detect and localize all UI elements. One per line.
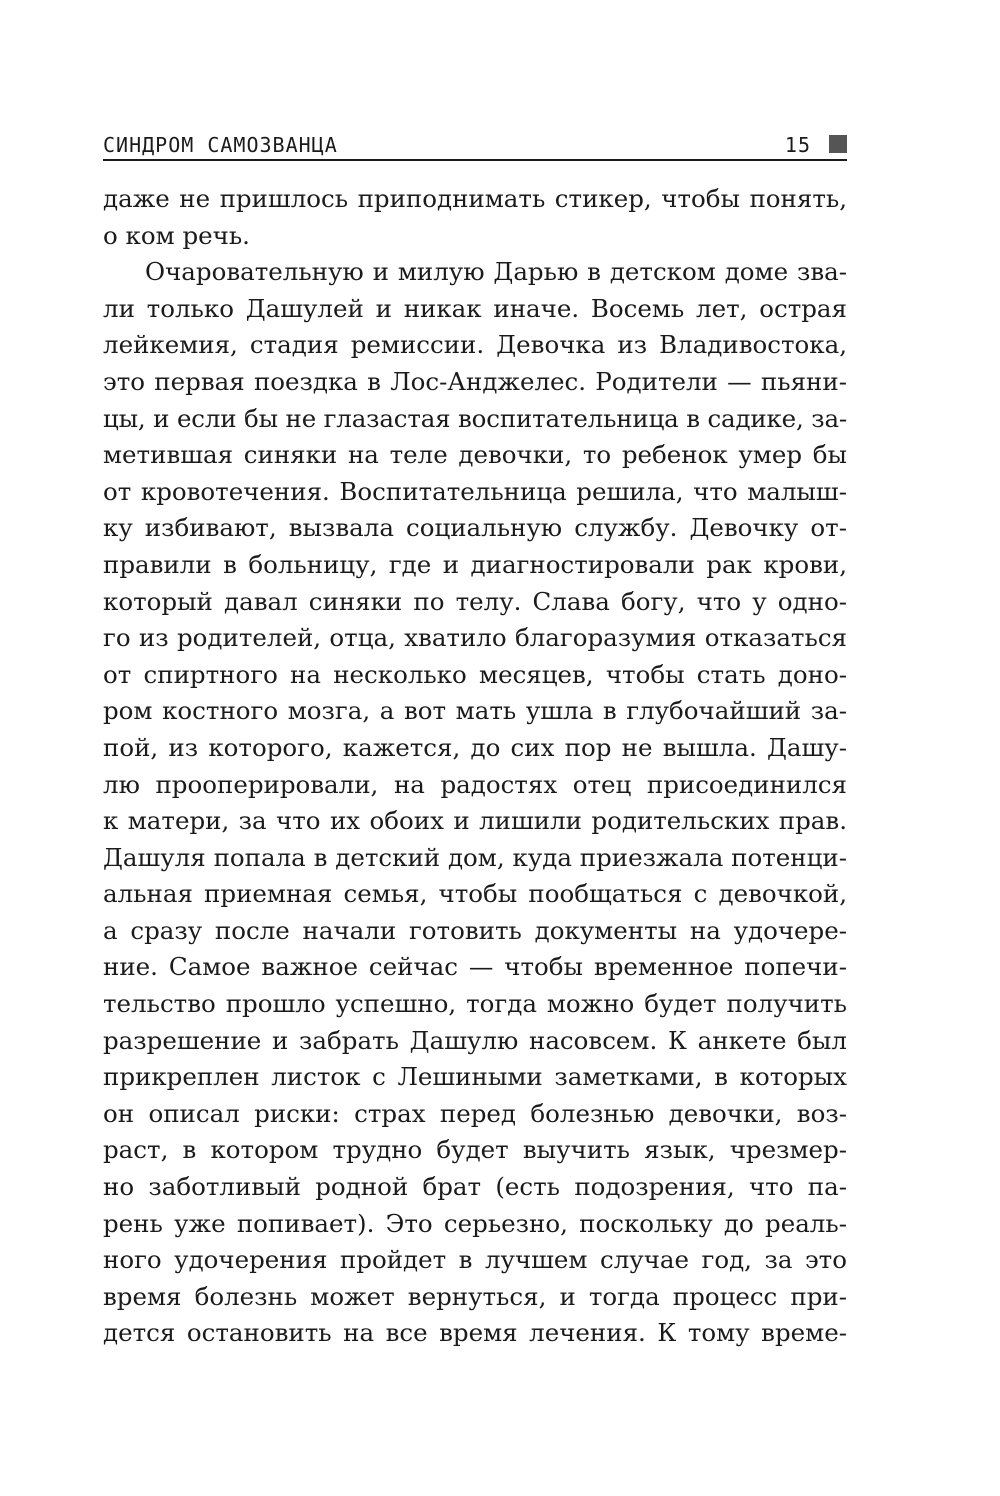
text-line: даже не пришлось приподнимать стикер, чтобы понять, [103, 184, 847, 213]
text-line: который давал синяки по телу. Слава богу, что у одно- [103, 586, 847, 616]
page-number: 15 [784, 133, 811, 157]
text-line: но заботливый родной брат (есть подозрения, что па- [103, 1172, 847, 1202]
text-line: ку избивают, вызвала социальную службу. Девочку от- [103, 513, 847, 543]
text-line: от спиртного на несколько месяцев, чтобы стать доно- [103, 659, 847, 689]
text-line: го из родителей, отца, хватило благоразумия отказаться [103, 623, 847, 653]
text-line: Очаровательную и милую Дарью в детском доме зва- [145, 257, 847, 287]
body-text [103, 181, 847, 1352]
text-line: дется остановить на все время лечения. К тому време- [103, 1318, 847, 1348]
text-line: правили в больницу, где и диагностировали рак крови, [103, 549, 847, 579]
text-line: ние. Самое важное сейчас — чтобы временное попечи- [103, 952, 847, 982]
text-line: разрешение и забрать Дашулю насовсем. К анкете был [103, 1025, 847, 1055]
text-line: пой, из которого, кажется, до сих пор не вышла. Дашу- [103, 732, 847, 762]
text-line: цы, и если бы не глазастая воспитательница в садике, за- [103, 403, 847, 433]
text-line: тельство прошло успешно, тогда можно будет получить [103, 989, 847, 1019]
text-line: лю прооперировали, на радостях отец присоединился [103, 769, 847, 799]
text-line: к матери, за что их обоих и лишили родительских прав. [103, 806, 847, 836]
text-line: о ком речь. [103, 220, 250, 250]
text-line: ли только Дашулей и никак иначе. Восемь лет, острая [103, 293, 847, 323]
running-head-title: СИНДРОМ САМОЗВАНЦА [103, 133, 338, 157]
text-line: раст, в котором трудно будет выучить язык, чрезмер- [103, 1135, 847, 1165]
text-line: ного удочерения пройдет в лучшем случае год, за это [103, 1245, 847, 1275]
text-line: от кровотечения. Воспитательница решила, что малыш- [103, 476, 847, 506]
text-line: метившая синяки на теле девочки, то ребенок умер бы [103, 440, 847, 470]
text-line: ром костного мозга, а вот мать ушла в глубочайший за- [103, 696, 847, 726]
paragraph [103, 181, 847, 254]
text-line: время болезнь может вернуться, и тогда процесс при- [103, 1281, 847, 1311]
text-line: прикреплен листок с Лешиными заметками, в которых [103, 1062, 847, 1092]
running-head [103, 133, 847, 161]
paragraph [103, 254, 847, 1352]
text-line: это первая поездка в Лос-Анджелес. Родители — пьяни- [103, 366, 847, 396]
text-line: альная приемная семья, чтобы пообщаться с девочкой, [103, 879, 847, 909]
text-line: Дашуля попала в детский дом, куда приезжала потенци- [103, 842, 847, 872]
text-line: он описал риски: страх перед болезнью девочки, воз- [103, 1098, 847, 1128]
page-marker-square [829, 135, 847, 153]
text-line: рень уже попивает). Это серьезно, поскольку до реаль- [103, 1208, 847, 1238]
text-line: лейкемия, стадия ремиссии. Девочка из Владивостока, [103, 330, 847, 360]
text-line: а сразу после начали готовить документы на удочере- [103, 915, 847, 945]
